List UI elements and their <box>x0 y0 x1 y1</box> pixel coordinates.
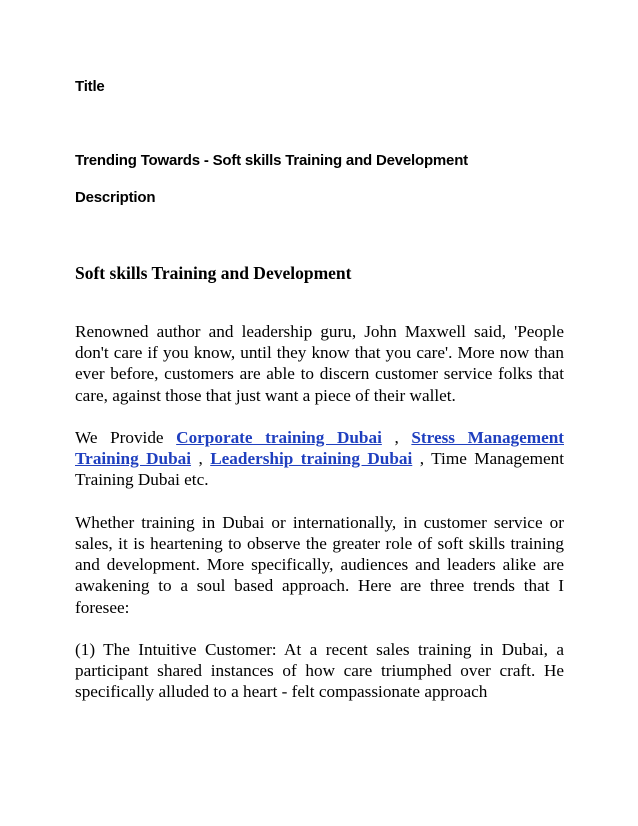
body-text <box>75 321 564 724</box>
paragraph-trends-intro: Whether training in Dubai or internationally, in customer service or sales, it is heartening to observe the greater role of soft skills training and development. More specifically, audiences and leaders alike are awakening to a soul based approach. Here are three trends that I foresee: <box>75 512 564 617</box>
title-value: Trending Towards - Soft skills Training and Development <box>75 152 468 169</box>
services-prefix: We Provide <box>75 428 177 447</box>
separator-1: , <box>381 428 412 447</box>
paragraph-intro: Renowned author and leadership guru, John Maxwell said, 'People don't care if you know, until they know that you care'. More now than ever before, customers are able to discern customer service folks that care, against those that just want a piece of their wallet. <box>75 322 564 405</box>
link-leadership-training[interactable]: Leadership training Dubai <box>210 449 413 469</box>
link-stress-management-training[interactable]: Stress Management Training Dubai <box>75 428 564 469</box>
paragraph-services <box>75 427 564 491</box>
separator-2: , <box>191 449 211 469</box>
description-label: Description <box>75 189 156 206</box>
title-label: Title <box>75 78 105 95</box>
paragraph-intuitive-customer: (1) The Intuitive Customer: At a recent sales training in Dubai, a participant shared instances of how care triumphed over craft. He specifically alluded to a heart - felt compassionate approach <box>75 640 564 702</box>
services-suffix: , Time Management Training Dubai etc. <box>75 449 564 490</box>
section-heading: Soft skills Training and Development <box>75 263 352 283</box>
link-corporate-training[interactable]: Corporate training Dubai <box>176 428 382 447</box>
